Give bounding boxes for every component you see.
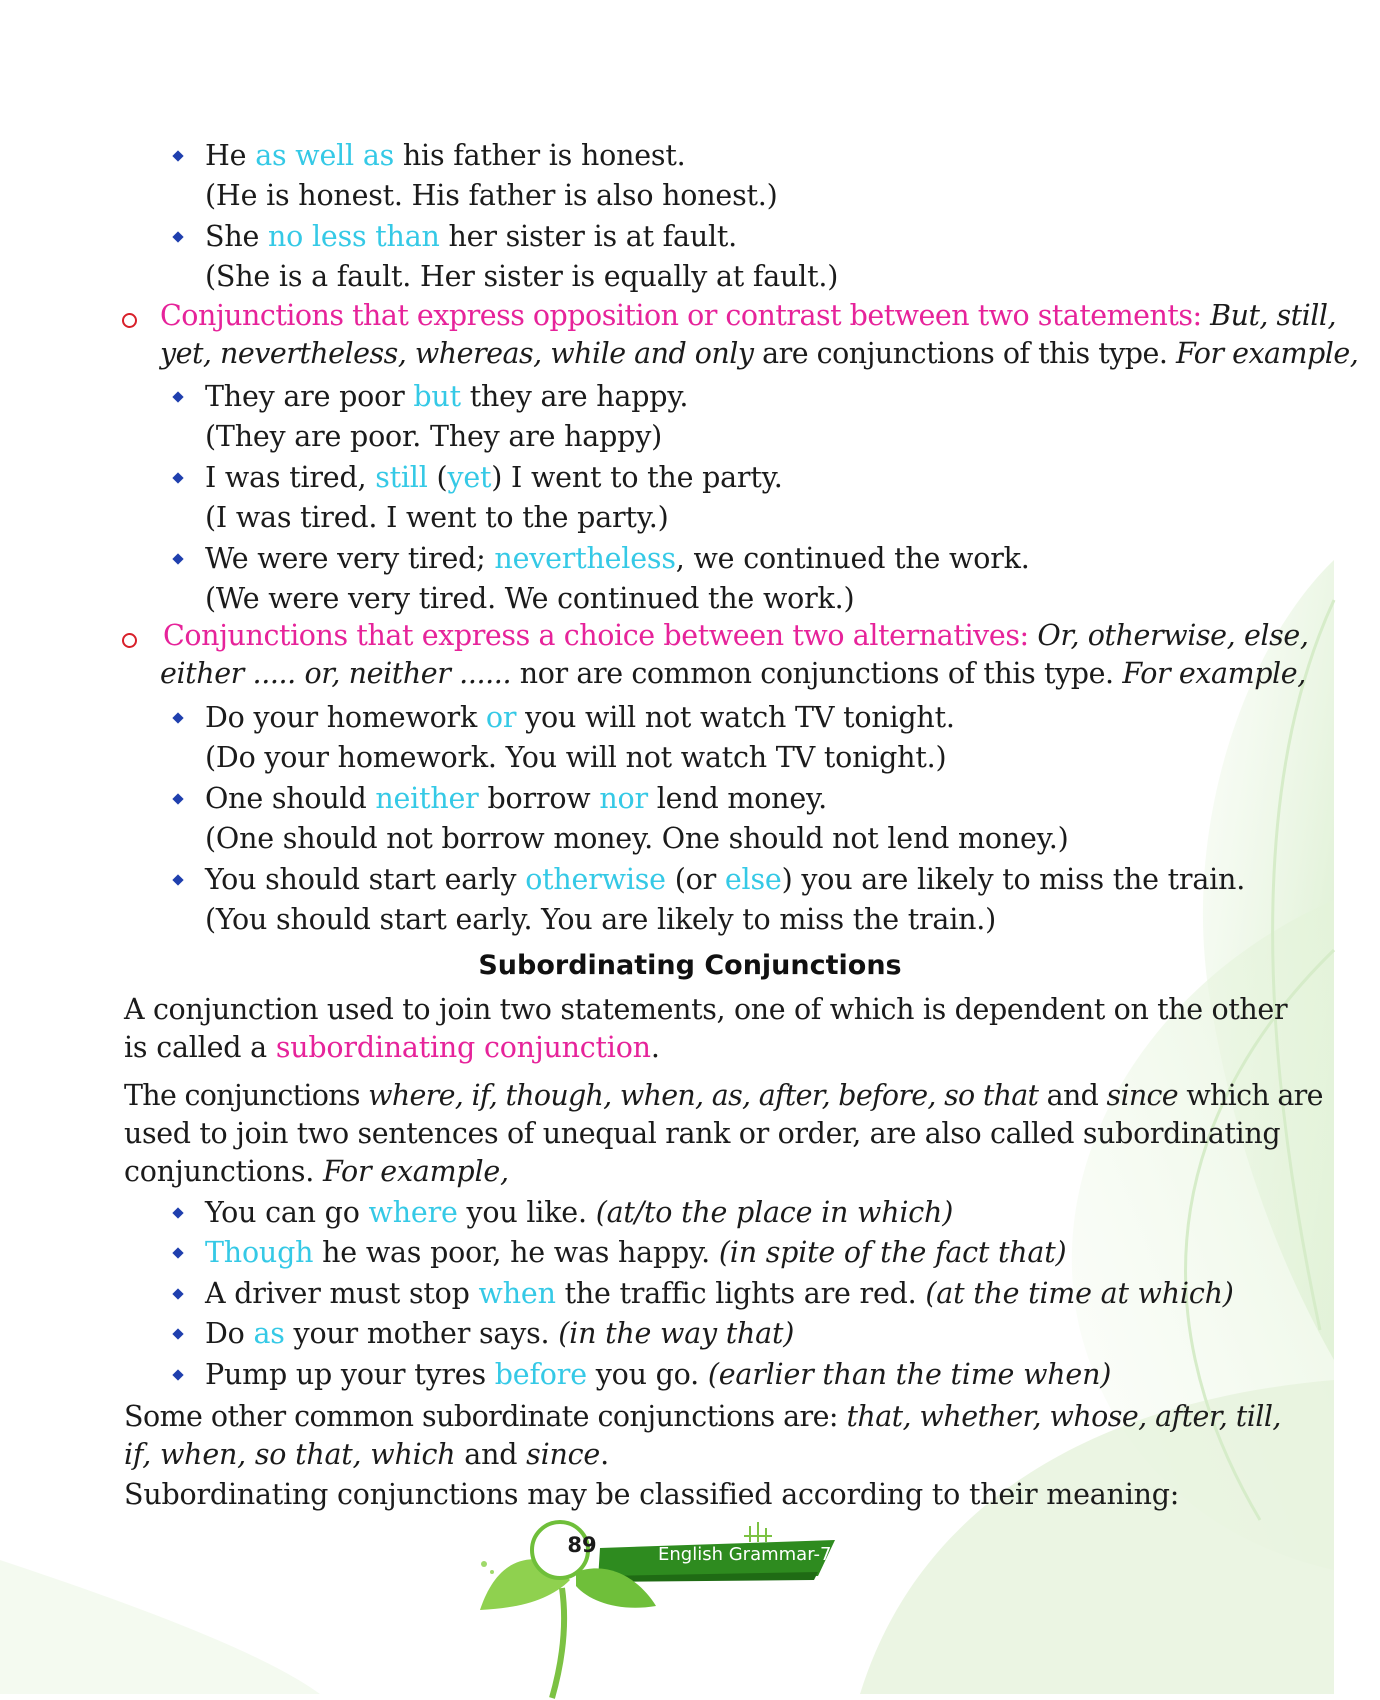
highlight-word: before (494, 1358, 587, 1391)
circle-bullet-icon (122, 633, 137, 648)
highlight-word: neither (375, 782, 479, 815)
text: ( (427, 461, 448, 494)
text: you go. (586, 1358, 708, 1391)
highlight-word: nevertheless (494, 542, 676, 575)
text: your mother says. (284, 1317, 559, 1350)
example-explanation: (We were very tired. We continued the work.) (205, 582, 855, 615)
example-sentence (205, 781, 827, 817)
text: She (205, 220, 269, 253)
diamond-bullet-icon (172, 391, 183, 402)
example-sentence (205, 700, 955, 736)
text: Some other common subordinate conjunctions are: (124, 1400, 847, 1433)
example-sentence (205, 379, 688, 415)
meaning-note: (at/to the place in which) (595, 1196, 954, 1229)
tower-icon (744, 1522, 772, 1542)
highlight-word: or (485, 701, 517, 734)
diamond-bullet-icon (172, 150, 183, 161)
text: he was poor, he was happy. (313, 1236, 719, 1269)
highlight-word: when (478, 1277, 556, 1310)
text: (or (665, 863, 725, 896)
text: nor are common conjunctions of this type. (511, 657, 1123, 690)
text: ) I went to the party. (491, 461, 783, 494)
highlight-word: nor (599, 782, 648, 815)
example-explanation: (You should start early. You are likely to miss the train.) (205, 903, 997, 936)
text: A driver must stop (205, 1277, 479, 1310)
text: You can go (205, 1196, 369, 1229)
choice-rule (163, 618, 1309, 654)
text: We were very tired; (205, 542, 495, 575)
example-sentence (205, 541, 1030, 577)
text: where, if, though, when, as, after, before, so that (368, 1079, 1039, 1112)
text: since (526, 1438, 601, 1471)
highlight-word: Though (205, 1236, 314, 1269)
highlight-word: but (413, 380, 461, 413)
page-number: 89 (567, 1533, 597, 1557)
text: and (455, 1438, 527, 1471)
highlight-word: where (368, 1196, 458, 1229)
paragraph-line: A conjunction used to join two statements, one of which is dependent on the other (124, 993, 1288, 1026)
text: Pump up your tyres (205, 1358, 495, 1391)
highlight-word: yet (447, 461, 492, 494)
example-sentence (205, 219, 737, 255)
example-sentence (205, 1357, 1111, 1393)
conjunction-list: Or, otherwise, else, (1028, 619, 1309, 652)
meaning-note: (in spite of the fact that) (718, 1236, 1067, 1269)
example-sentence (205, 862, 1245, 898)
example-explanation: (She is a fault. Her sister is equally at fault.) (205, 260, 839, 293)
text: his father is honest. (394, 139, 686, 172)
text: You should start early (205, 863, 526, 896)
text: . (650, 1031, 660, 1064)
example-explanation: (They are poor. They are happy) (205, 420, 663, 453)
contrast-rule-cont (160, 336, 1358, 372)
diamond-bullet-icon (172, 874, 183, 885)
text: For example, (1122, 657, 1306, 690)
example-explanation: (I was tired. I went to the party.) (205, 501, 669, 534)
diamond-bullet-icon (172, 472, 183, 483)
book-title: English Grammar-7 (658, 1544, 832, 1565)
text: borrow (478, 782, 600, 815)
text: He (205, 139, 256, 172)
text: Do (205, 1317, 254, 1350)
conjunction-list: yet, nevertheless, whereas, while and only (160, 337, 754, 370)
diamond-bullet-icon (172, 1369, 183, 1380)
text: you like. (457, 1196, 596, 1229)
paragraph-line (124, 1030, 660, 1066)
conjunction-list: either ..... or, neither ...... (160, 657, 512, 690)
text: ) you are likely to miss the train. (781, 863, 1246, 896)
section-heading: Conjunctions that express opposition or contrast between two statements: (160, 299, 1202, 332)
example-sentence (205, 138, 685, 174)
text: lend money. (647, 782, 827, 815)
highlight-word: else (724, 863, 782, 896)
text: . (600, 1438, 609, 1471)
text: they are happy. (460, 380, 689, 413)
diamond-bullet-icon (172, 1288, 183, 1299)
text: that, whether, whose, after, till, (846, 1400, 1281, 1433)
meaning-note: (earlier than the time when) (707, 1358, 1112, 1391)
diamond-bullet-icon (172, 712, 183, 723)
text: are conjunctions of this type. (753, 337, 1177, 370)
example-explanation: (He is honest. His father is also honest.) (205, 179, 778, 212)
choice-rule-cont (160, 656, 1306, 692)
meaning-note: (at the time at which) (925, 1277, 1234, 1310)
paragraph-line (124, 1154, 509, 1190)
text: I was tired, (205, 461, 376, 494)
sparkle-icon (490, 1570, 494, 1574)
example-explanation: (Do your homework. You will not watch TV tonight.) (205, 741, 947, 774)
paragraph-line: used to join two sentences of unequal rank or order, are also called subordinating (124, 1117, 1281, 1150)
text: conjunctions. (124, 1155, 324, 1188)
text: which are (1177, 1079, 1323, 1112)
text: the traffic lights are red. (555, 1277, 926, 1310)
paragraph-line (124, 1399, 1281, 1435)
highlight-word: as well as (255, 139, 395, 172)
text: is called a (124, 1031, 276, 1064)
example-sentence (205, 1235, 1066, 1271)
paragraph-line (124, 1437, 609, 1473)
contrast-rule (160, 298, 1336, 334)
sprout-stem-icon (552, 1588, 564, 1698)
example-explanation: (One should not borrow money. One should not lend money.) (205, 822, 1069, 855)
example-sentence (205, 1195, 953, 1231)
highlight-word: still (375, 461, 428, 494)
example-sentence (205, 460, 783, 496)
text: since (1106, 1079, 1178, 1112)
highlight-word: as (253, 1317, 285, 1350)
meaning-note: (in the way that) (558, 1317, 795, 1350)
diamond-bullet-icon (172, 231, 183, 242)
text: and (1038, 1079, 1107, 1112)
diamond-bullet-icon (172, 1328, 183, 1339)
conjunction-list: But, still, (1201, 299, 1337, 332)
text: Do your homework (205, 701, 486, 734)
text: For example, (323, 1155, 509, 1188)
highlight-word: no less than (268, 220, 440, 253)
text: her sister is at fault. (439, 220, 737, 253)
paragraph-line: Subordinating conjunctions may be classified according to their meaning: (124, 1478, 1180, 1511)
example-sentence (205, 1316, 794, 1352)
circle-bullet-icon (122, 313, 137, 328)
highlight-word: otherwise (525, 863, 666, 896)
section-heading: Conjunctions that express a choice between two alternatives: (163, 619, 1029, 652)
term-highlight: subordinating conjunction (275, 1031, 651, 1064)
sparkle-icon (481, 1561, 487, 1567)
text: you will not watch TV tonight. (516, 701, 955, 734)
section-title: Subordinating Conjunctions (478, 950, 902, 981)
diamond-bullet-icon (172, 1207, 183, 1218)
diamond-bullet-icon (172, 1247, 183, 1258)
example-sentence (205, 1276, 1234, 1312)
paragraph-line (124, 1078, 1323, 1114)
text: , we continued the work. (675, 542, 1030, 575)
text: They are poor (205, 380, 414, 413)
text: The conjunctions (124, 1079, 369, 1112)
text: For example, (1176, 337, 1359, 370)
diamond-bullet-icon (172, 793, 183, 804)
diamond-bullet-icon (172, 553, 183, 564)
text: if, when, so that, which (124, 1438, 456, 1471)
text: One should (205, 782, 376, 815)
